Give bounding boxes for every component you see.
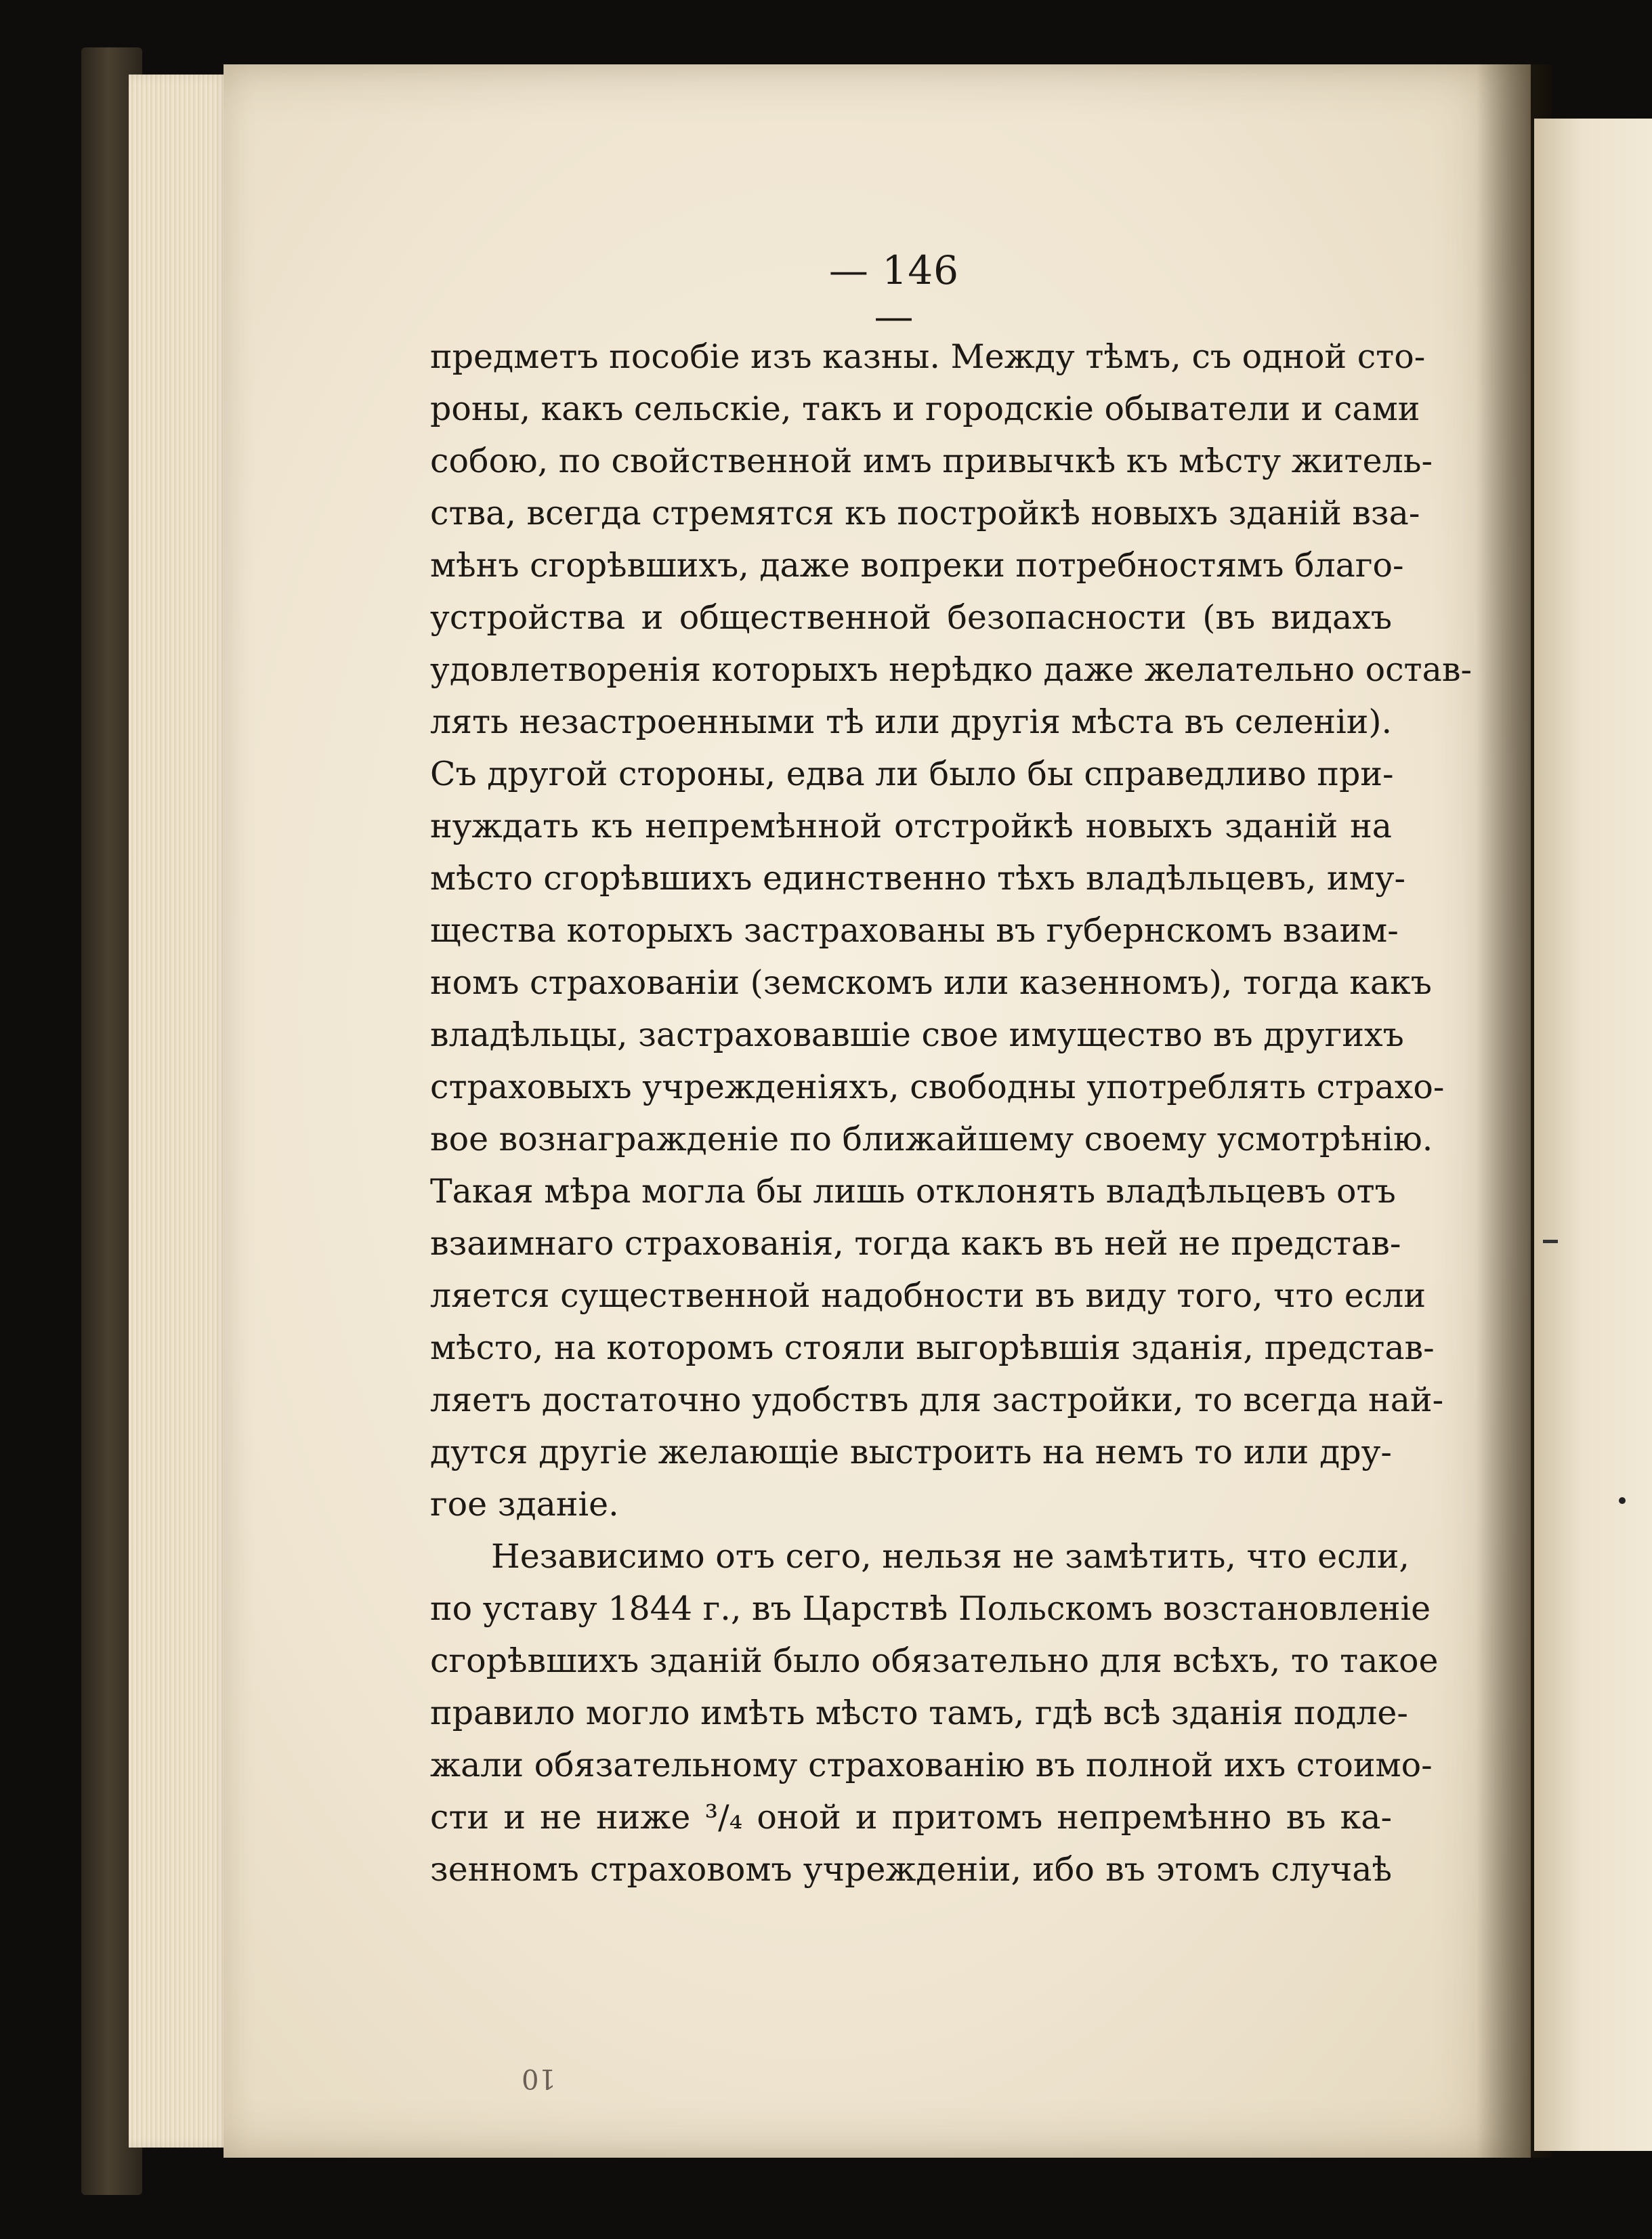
text-line: жали обязательному страхованію въ полной ихъ стоимо- <box>430 1746 1433 1784</box>
paragraph-1 <box>430 331 1473 1530</box>
text-line: номъ страхованіи (земскомъ или казенномъ), тогда какъ <box>430 963 1432 1002</box>
text-line: ляется существенной надобности въ виду того, что если <box>430 1276 1426 1315</box>
text-line: страховыхъ учрежденіяхъ, свободны употреблять страхо- <box>430 1068 1445 1106</box>
text-line: взаимнаго страхованія, тогда какъ въ ней не представ- <box>430 1224 1401 1263</box>
text-line: мѣсто сгорѣвшихъ единственно тѣхъ владѣльцевъ, иму- <box>430 859 1406 898</box>
facing-page-mark <box>1543 1240 1558 1243</box>
text-line: мѣсто, на которомъ стояли выгорѣвшія зданія, представ- <box>430 1328 1435 1367</box>
facing-page-dot <box>1619 1497 1626 1504</box>
text-line: роны, какъ сельскіе, такъ и городскіе обыватели и сами <box>430 390 1420 428</box>
facing-page <box>1534 119 1652 2151</box>
text-line: правило могло имѣть мѣсто тамъ, гдѣ всѣ зданія подле- <box>430 1694 1408 1732</box>
marginal-note: 10 <box>522 2063 556 2094</box>
text-line: сгорѣвшихъ зданій было обязательно для всѣхъ, то такое <box>430 1641 1439 1680</box>
page-edges <box>129 75 230 2148</box>
text-line: мѣнъ сгорѣвшихъ, даже вопреки потребностямъ благо- <box>430 546 1404 585</box>
text-line: Такая мѣра могла бы лишь отклонять владѣльцевъ отъ <box>430 1172 1396 1211</box>
text-line: зенномъ страховомъ учрежденіи, ибо въ этомъ случаѣ <box>430 1850 1392 1889</box>
text-line: щества которыхъ застрахованы въ губернскомъ взаим- <box>430 911 1399 950</box>
text-line: лять незастроенными тѣ или другія мѣста въ селеніи). <box>430 703 1393 741</box>
text-line: собою, по свойственной имъ привычкѣ къ мѣсту житель- <box>430 442 1433 480</box>
text-line: по уставу 1844 г., въ Царствѣ Польскомъ возстановленіе <box>430 1589 1431 1628</box>
text-line: предметъ пособіе изъ казны. Между тѣмъ, съ одной сто- <box>430 337 1426 376</box>
text-line: гое зданіе. <box>430 1485 619 1524</box>
text-line: сти и не ниже ³/₄ оной и притомъ непремѣнно въ ка- <box>430 1798 1392 1837</box>
text-line: нуждать къ непремѣнной отстройкѣ новыхъ зданій на <box>430 807 1392 845</box>
text-line: вое вознагражденіе по ближайшему своему усмотрѣнію. <box>430 1120 1433 1158</box>
text-line: ляетъ достаточно удобствъ для застройки, то всегда най- <box>430 1381 1444 1419</box>
page-number: — 146 — <box>828 247 960 339</box>
text-line: Съ другой стороны, едва ли было бы справедливо при- <box>430 755 1394 793</box>
page-text <box>430 331 1473 1896</box>
text-line: Независимо отъ сего, нельзя не замѣтить, что если, <box>491 1537 1410 1576</box>
text-line: ства, всегда стремятся къ постройкѣ новыхъ зданій вза- <box>430 494 1420 532</box>
paragraph-2 <box>430 1530 1439 1896</box>
text-line: дутся другіе желающіе выстроить на немъ то или дру- <box>430 1433 1392 1471</box>
text-line: устройства и общественной безопасности (въ видахъ <box>430 598 1392 637</box>
text-line: удовлетворенія которыхъ нерѣдко даже желательно остав- <box>430 650 1473 689</box>
text-line: владѣльцы, застраховавшіе свое имущество въ другихъ <box>430 1016 1404 1054</box>
